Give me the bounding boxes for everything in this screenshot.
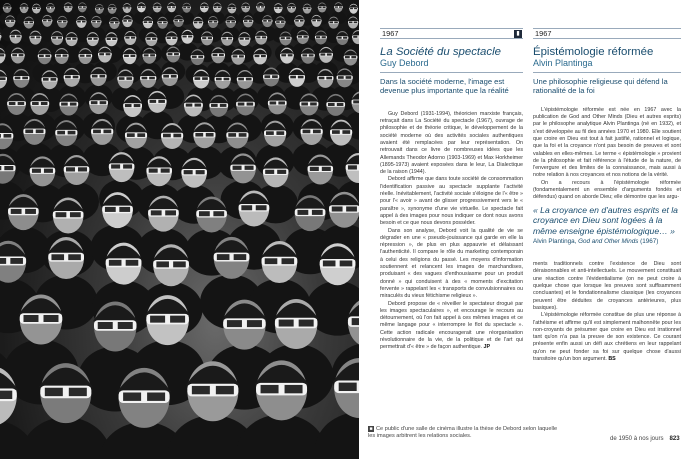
entry-subhead: Une philosophie religieuse qui défend la rationalité de la foi bbox=[533, 77, 668, 96]
body-paragraph: Dans son analyse, Debord voit la qualité de vie se dégrader en une « pseudo-jouissance qui garde en elle la répression », de plus en plus appauvrie et délaissant l'authenticité. Il compare le rôle du marketing contemporain à celui des religions du passé. Les moyens d'information soutiennent et relancent les images de marchandises, produisant « des vagues d'enthousiasme pour un produit donné » qui conduisent à des « moments d'excitation fervente » rappelant les « transports de convulsionnaires ou miraculés du vieux fétichisme religieux ». bbox=[380, 227, 523, 300]
entry-reformed-epistemology bbox=[533, 28, 681, 363]
year-bar bbox=[380, 28, 523, 39]
page-number: 823 bbox=[669, 435, 680, 442]
photo-caption bbox=[368, 426, 558, 440]
body-paragraph: L'épistémologie réformée est née en 1967 avec la publication de God and Other Minds (Dieu et autres esprits) par le philosophe analytique Alvin Plantinga (né en 1932), et s'est développée au fil des années 1970 et 1980. Elle soutient que croire en Dieu est tout à fait justifié, rationnel et logique, que la foi et la croyance n'ont pas besoin de preuves et sont valables en elles-mêmes. Le terme « épistémologie » provient de la philosophie et fait référence à l'étude de la nature, de l'envergure et des limites de la connaissance, mais aussi à notre relation à nos croyances et nos notions de la vérité. bbox=[533, 106, 681, 179]
entry-body bbox=[533, 107, 681, 202]
caption-text: Ce public d'une salle de cinéma illustre la thèse de Debord selon laquelle les images arbitrent les relations sociales. bbox=[368, 426, 558, 439]
body-paragraph: On a recours à l'épistémologie réformée (fondamentalement un ensemble d'arguments fondés et défendus) quand on aborde Dieu; elle démontre que les argu- bbox=[533, 179, 681, 201]
year-bar bbox=[533, 28, 681, 39]
pull-quote: « La croyance en d'autres esprits et la croyance en Dieu sont logées à la même enseigne épistémologique… » bbox=[533, 204, 678, 236]
caption-marker-icon: ■ bbox=[369, 426, 373, 432]
entry-year: 1967 bbox=[382, 29, 399, 38]
entry-society-of-spectacle bbox=[380, 28, 523, 352]
body-paragraph: Debord affirme que dans toute société de consommation l'identification passive au spectacle supplante l'activité réelle. Inévitablement, l'activité sociale s'éloigne de l'« être » pour l'« avoir » avant de glisser progressivement vers le « paraître », synonyme d'une vie virtuelle. Le spectacle fait appel à des images pour nous indiquer ce dont nous avons besoin et ce que nous devons posséder. bbox=[380, 176, 523, 227]
bookmark-icon: ▮ bbox=[514, 30, 522, 38]
entry-title: La Société du spectacle bbox=[380, 46, 501, 58]
entry-author: Guy Debord bbox=[380, 58, 523, 73]
pull-quote-source: Alvin Plantinga, God and Other Minds (1967) bbox=[533, 238, 659, 246]
body-paragraph: L'épistémologie réformée constitue de plus une réponse à l'athéisme et affirme qu'il est simplement malhonnête pour les non-croyants de présumer que croire en Dieu est irrationnel tant qu'on n'a pas la preuve de son existence. Ce courant présente enfin aussi un défi aux chrétiens en leur rappelant qu'on ne peut fonder sa foi sur quelque chose d'aussi transitoire qu'un bon argument. BS bbox=[533, 312, 681, 363]
body-paragraph: Guy Debord (1931-1994), théoricien marxiste français, retraçait dans La Société du spectacle (1967), ouvrage de philosophie et de théorie critique, le développement de la société moderne où des activités sociales authentiques avaient été remplacées par leur représentation. On retrouvait dans ce livre de nombreuses idées que les Allemands Theodor Adorno (1903-1969) et Max Horkheimer (1895-1973) avaient exposées dans le leur, La Dialectique de la raison (1944). bbox=[380, 110, 523, 176]
body-paragraph: ments traditionnels contre l'existence de Dieu sont déraisonnables et anti-intellectuels. Le mouvement constituait une réaction contre l'évidentialisme (on ne peut croire à quelque chose que lorsque les preuves sont suffisamment concluantes) et le fondationnalisme classique (les croyances peuvent être déduites de croyances antérieures, plus basiques). bbox=[533, 261, 681, 311]
footer-section-label: de 1950 à nos jours bbox=[610, 435, 664, 442]
body-paragraph: Debord propose de « réveiller le spectateur drogué par les images spectaculaires », et encourage le recours au détournement, où l'on fait appel à ces mêmes images et ce même langage pour « interrompre le flot du spectacle ». Cette action radicale encouragerait une réorganisation révolutionnaire de la vie, de la politique et de l'art qui permettrait d'« être » de façon authentique. JP bbox=[380, 300, 523, 351]
entry-body bbox=[380, 111, 523, 352]
page-footer bbox=[610, 435, 680, 442]
entry-year: 1967 bbox=[535, 29, 552, 38]
author-signature: BS bbox=[608, 356, 616, 363]
entry-body-continued bbox=[533, 261, 681, 363]
entry-author: Alvin Plantinga bbox=[533, 58, 681, 73]
entry-subhead: Dans la société moderne, l'image est devenue plus importante que la réalité bbox=[380, 77, 509, 96]
entry-title: Épistémologie réformée bbox=[533, 46, 654, 58]
author-signature: JP bbox=[483, 344, 491, 351]
